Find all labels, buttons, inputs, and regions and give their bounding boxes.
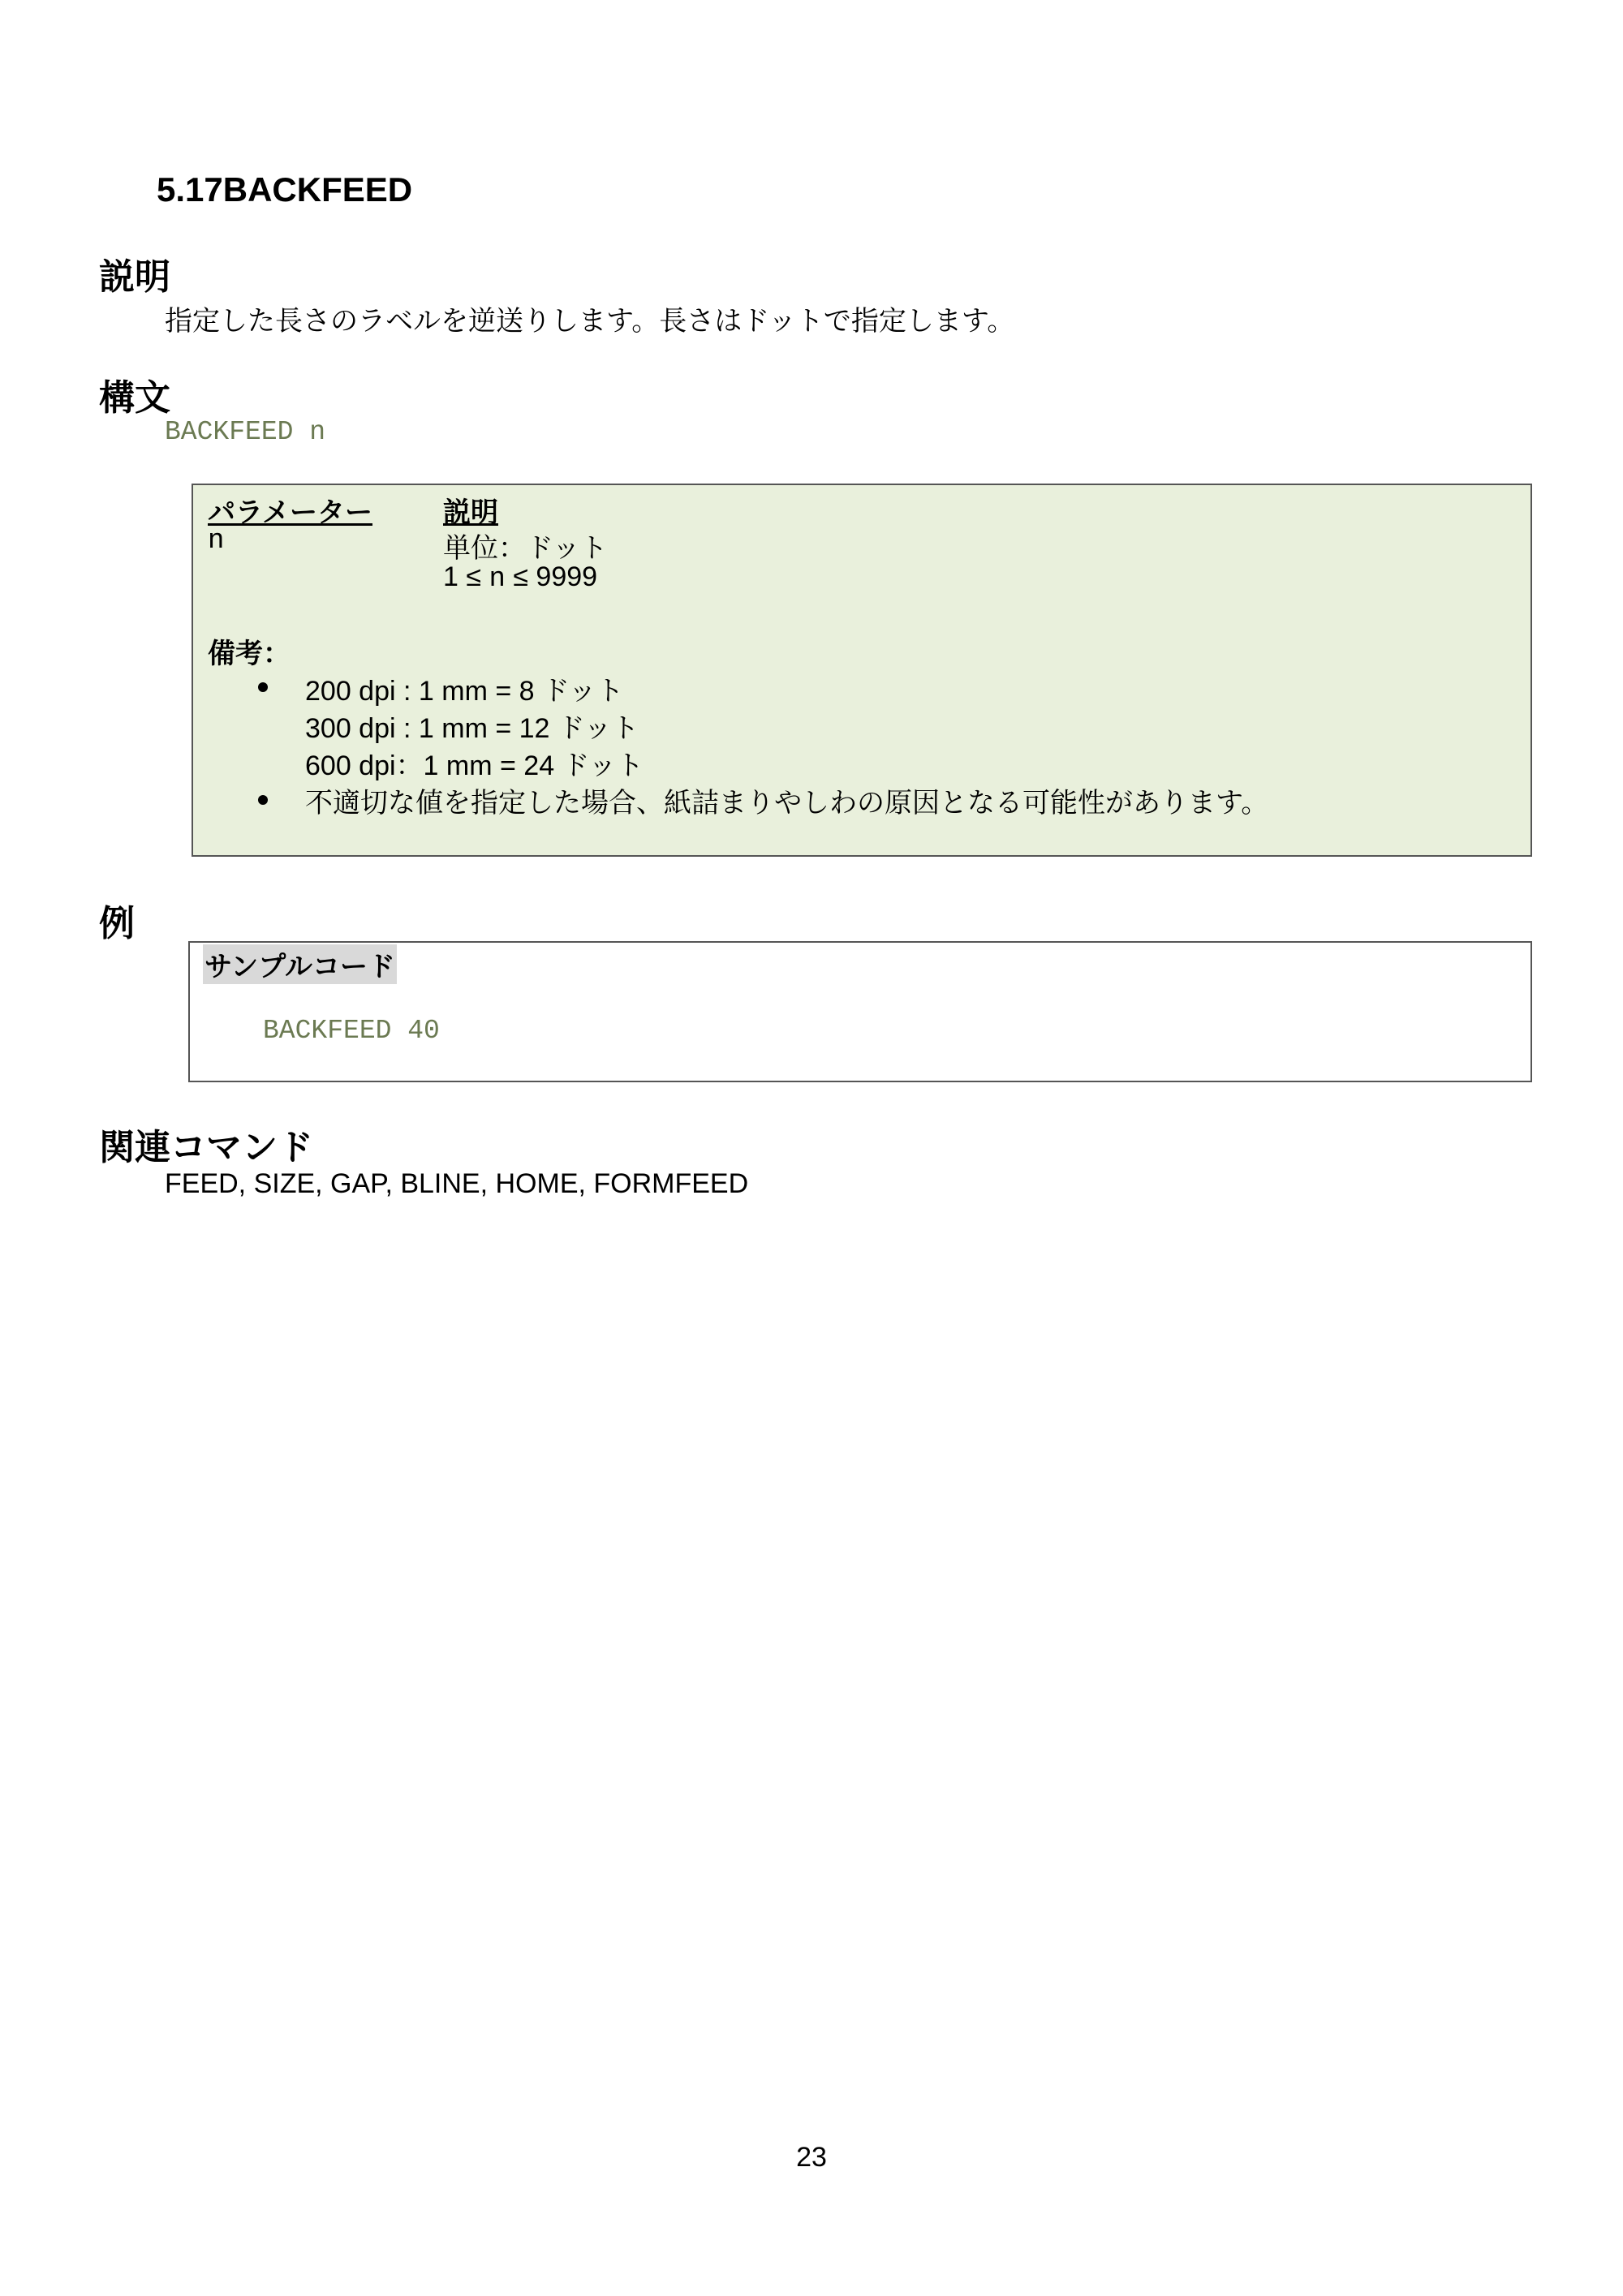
- sample-code-label: サンプルコード: [203, 944, 397, 984]
- param-column-header: パラメーター: [208, 497, 372, 528]
- related-heading: 関連コマンド: [99, 1128, 313, 1167]
- section-name: BACKFEED: [222, 170, 413, 209]
- description-heading: 説明: [99, 257, 170, 297]
- sample-code: BACKFEED 40: [263, 1016, 440, 1046]
- param-unit: 単位：ドット: [443, 533, 608, 564]
- parameter-table: [192, 484, 1532, 857]
- related-commands: FEED, SIZE, GAP, BLINE, HOME, FORMFEED: [165, 1168, 749, 1199]
- syntax-code: BACKFEED n: [165, 417, 326, 447]
- param-range-prefix: 1 ≤: [443, 561, 489, 592]
- bullet-icon: [258, 795, 268, 805]
- param-name: n: [208, 526, 225, 557]
- note-warning: 不適切な値を指定した場合、紙詰まりやしわの原因となる可能性があります。: [305, 788, 1269, 819]
- notes-label: 備考：: [208, 638, 291, 669]
- note-dpi-600: 600 dpi：1 mm = 24 ドット: [305, 750, 644, 781]
- description-text: 指定した長さのラベルを逆送りします。長さはドットで指定します。: [165, 306, 1015, 337]
- param-range-var: n: [489, 564, 506, 595]
- param-range-suffix: ≤ 9999: [505, 561, 598, 592]
- example-heading: 例: [99, 904, 135, 944]
- sample-code-box: [188, 941, 1532, 1082]
- bullet-icon: [258, 682, 268, 692]
- desc-column-header: 説明: [443, 497, 498, 528]
- section-number: 5.17: [157, 170, 223, 209]
- section-title: [157, 170, 412, 209]
- param-range: [443, 561, 597, 595]
- syntax-heading: 構文: [99, 378, 170, 418]
- note-dpi-300: 300 dpi : 1 mm = 12 ドット: [305, 713, 639, 744]
- page-number: 23: [796, 2142, 827, 2173]
- note-dpi-200: 200 dpi : 1 mm = 8 ドット: [305, 676, 624, 707]
